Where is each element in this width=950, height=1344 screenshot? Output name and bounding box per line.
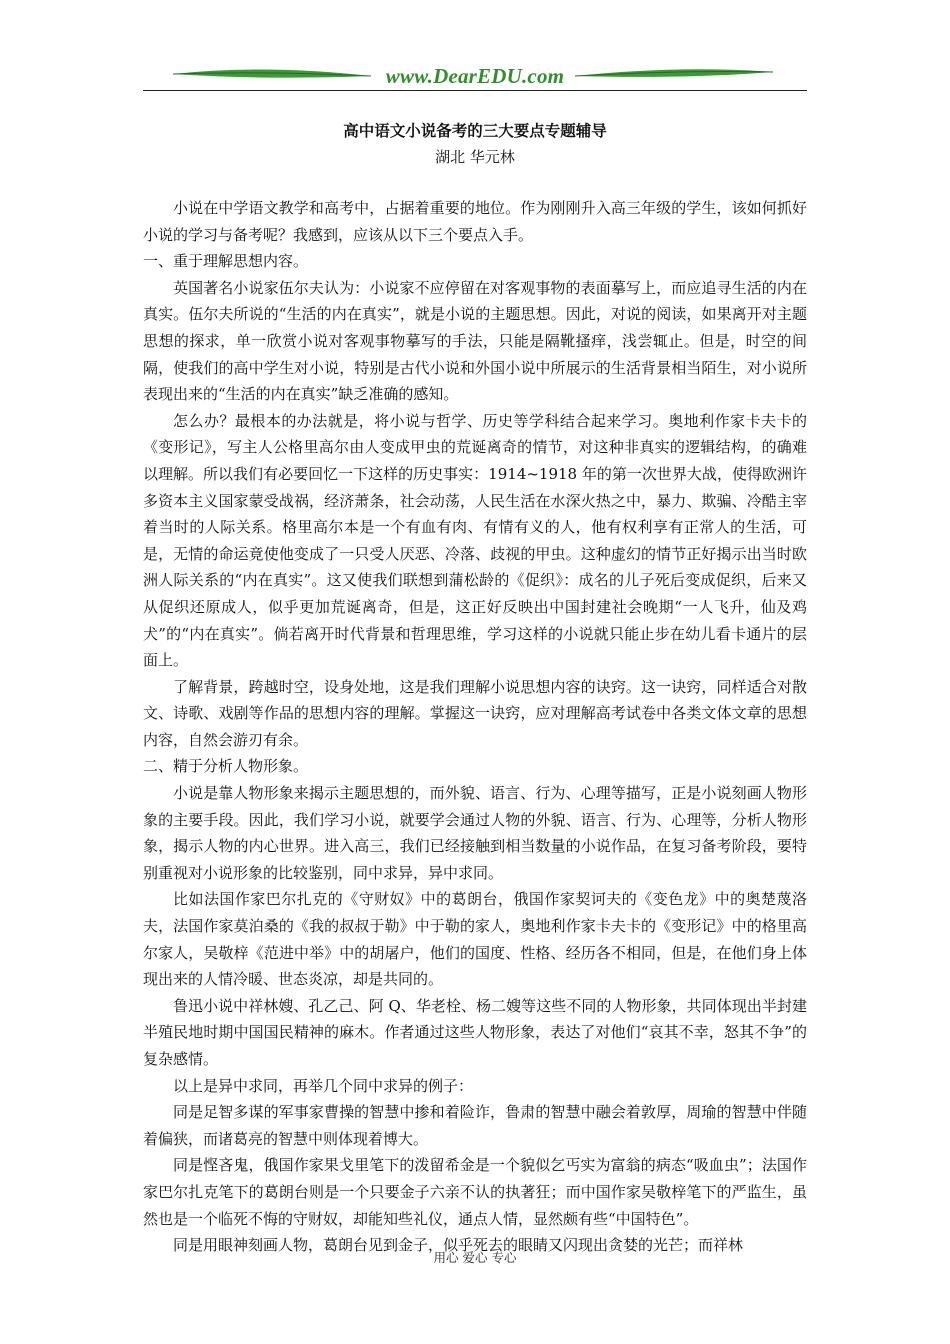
header-divider <box>143 90 807 91</box>
paragraph: 同是用眼神刻画人物，葛朗台见到金子，似乎死去的眼睛又闪现出贪婪的光芒；而祥林 <box>173 1236 744 1255</box>
paragraph: 同是足智多谋的军事家曹操的智慧中掺和着险诈，鲁肃的智慧中融会着敦厚，周瑜的智慧中伴随着偏狭，而诸葛亮的智慧中则体现着博大。 <box>143 1103 807 1148</box>
section-heading: 一、重于理解思想内容。 <box>143 252 309 271</box>
paragraph: 比如法国作家巴尔扎克的《守财奴》中的葛朗台，俄国作家契诃夫的《变色龙》中的奥楚蔑洛夫，法国作家莫泊桑的《我的叔叔于勒》中于勒的家人，奥地利作家卡夫卡的《变形记》中的格里高尔家人，吴敬梓《范进中举》中的胡屠户，他们的国度、性格、经历各不相同，但是，在他们身上体现出来的人情冷暖、世态炎凉，却是共同的。 <box>143 890 807 989</box>
document-title: 高中语文小说备考的三大要点专题辅导 <box>343 121 607 140</box>
page-footer: 用心 爱心 专心 <box>433 1250 517 1265</box>
paragraph: 小说在中学语文教学和高考中，占据着重要的地位。作为刚刚升入高三年级的学生，该如何抓好小说的学习与备考呢？我感到，应该从以下三个要点入手。 <box>143 199 807 244</box>
article-body <box>143 195 807 1259</box>
paragraph: 小说是靠人物形象来揭示主题思想的，而外貌、语言、行为、心理等描写，正是小说刻画人物形象的主要手段。因此，我们学习小说，就要学会通过人物的外貌、语言、行为、心理等，分析人物形象，揭示人物的内心世界。进入高三，我们已经接触到相当数量的小说作品，在复习备考阶段，要特别重视对小说形象的比较鉴别，同中求异，异中求同。 <box>143 784 807 882</box>
site-url: www.DearEDU.com <box>385 64 565 88</box>
paragraph: 英国著名小说家伍尔夫认为：小说家不应停留在对客观事物的表面摹写上，而应追寻生活的内在真实。伍尔夫所说的“生活的内在真实”，就是小说的主题思想。因此，对说的阅读，如果离开对主题思想的探求，单一欣赏小说对客观事物摹写的手法，只能是隔靴搔痒，浅尝辄止。但是，时空的间隔，使我们的高中学生对小说，特别是古代小说和外国小说中所展示的生活背景相当陌生，对小说所表现出来的“生活的内在真实”缺乏准确的感知。 <box>143 278 807 404</box>
paragraph: 怎么办？最根本的办法就是，将小说与哲学、历史等学科结合起来学习。奥地利作家卡夫卡的《变形记》，写主人公格里高尔由人变成甲虫的荒诞离奇的情节，对这种非真实的逻辑结构，的确难以理解。所以我们有必要回忆一下这样的历史事实：1914~1918 年的第一次世界大战，使得欧洲许多资本主义国家蒙受战祸，经济萧条，社会动荡，人民生活在水深火热之中，暴力、欺骗、冷酷主宰着当时的人际关系。格里高尔本是一个有血有肉、有情有义的人，他有权利享有正常人的生活，可是，无情的命运竟使他变成了一只受人厌恶、冷落、歧视的甲虫。这种虚幻的情节正好揭示出当时欧洲人际关系的“内在真实”。这又使我们联想到蒲松龄的《促织》：成名的儿子死后变成促织，后来又从促织还原成人，似乎更加荒诞离奇，但是，这正好反映出中国封建社会晚期“一人飞升，仙及鸡犬”的“内在真实”。倘若离开时代背景和哲理思维，学习这样的小说就只能止步在幼儿看卡通片的层面上。 <box>143 411 807 670</box>
paragraph: 同是悭吝鬼，俄国作家果戈里笔下的泼留希金是一个貌似乞丐实为富翁的病态“吸血虫”；法国作家巴尔扎克笔下的葛朗台则是一个只要金子六亲不认的执著狂；而中国作家吴敬梓笔下的严监生，虽然也是一个临死不悔的守财奴，却能知些礼仪，通点人情，显然颇有些“中国特色”。 <box>143 1156 807 1228</box>
site-header-banner <box>143 62 807 92</box>
paragraph: 鲁迅小说中祥林嫂、孔乙己、阿 Q、华老栓、杨二嫂等这些不同的人物形象，共同体现出半封建半殖民地时期中国国民精神的麻木。作者通过这些人物形象，表达了对他们“哀其不幸，怒其不争”的复杂感情。 <box>143 996 807 1068</box>
author-line: 湖北 华元林 <box>435 148 515 166</box>
paragraph: 以上是异中求同，再举几个同中求异的例子： <box>173 1076 474 1095</box>
section-heading: 二、精于分析人物形象。 <box>143 757 309 776</box>
paragraph: 了解背景，跨越时空，设身处地，这是我们理解小说思想内容的诀窍。这一诀窍，同样适合对散文、诗歌、戏剧等作品的思想内容的理解。掌握这一诀窍，应对理解高考试卷中各类文体文章的思想内容，自然会游刃有余。 <box>143 677 807 749</box>
